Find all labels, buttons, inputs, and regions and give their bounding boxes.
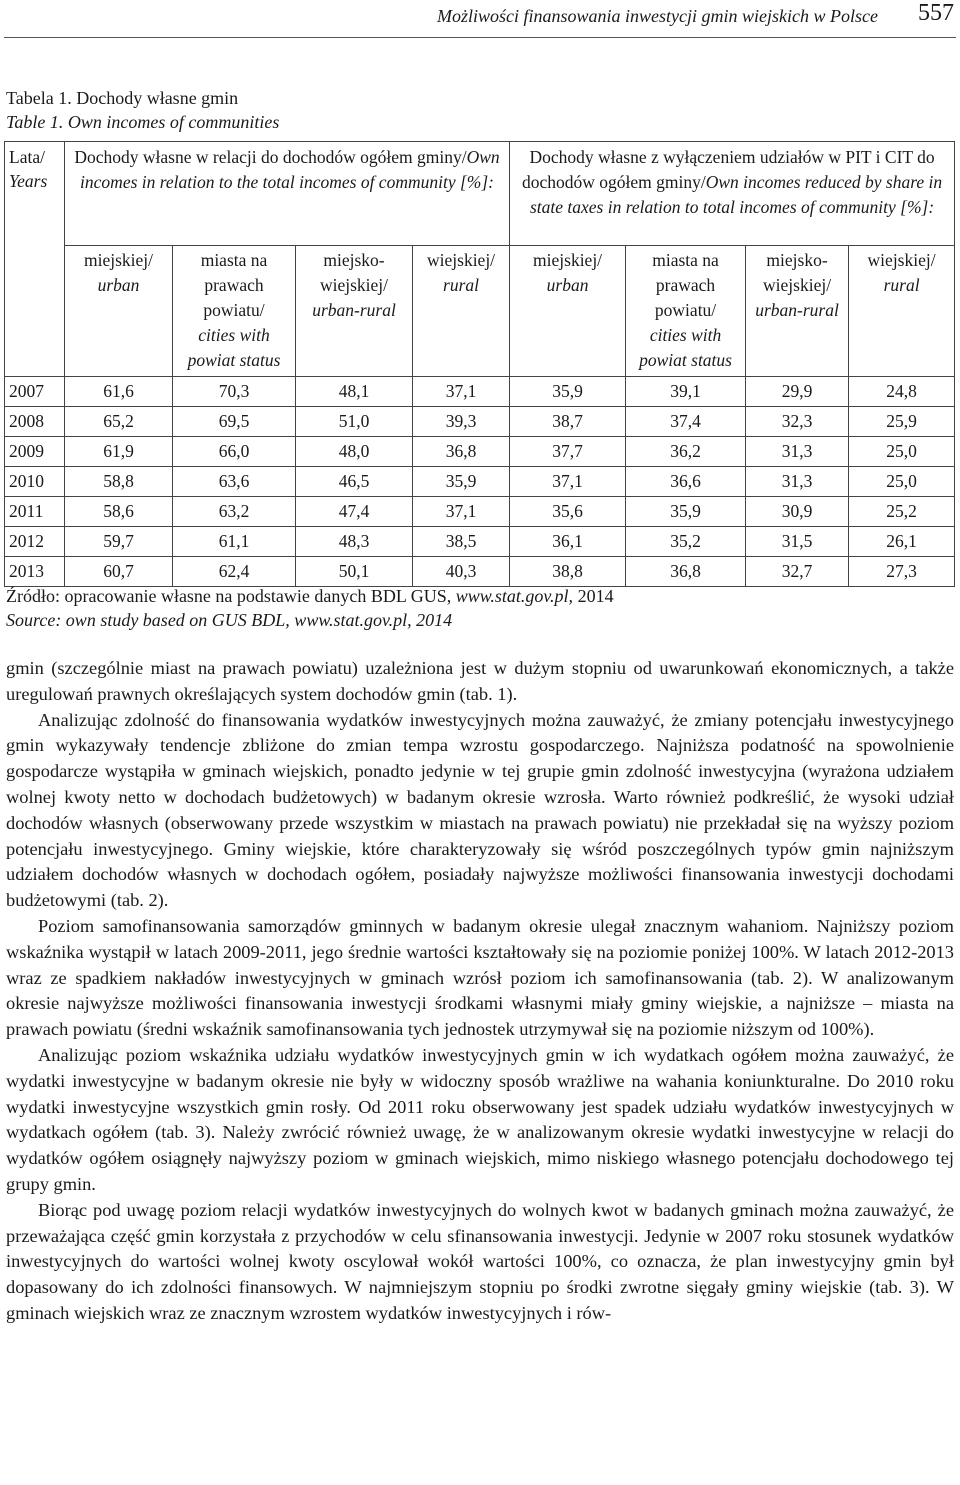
value-cell: 31,3 (746, 467, 849, 497)
value-cell: 37,1 (510, 467, 626, 497)
value-cell: 32,3 (746, 407, 849, 437)
year-cell: 2012 (5, 527, 65, 557)
table-row (5, 497, 955, 527)
body-paragraph: gmin (szczególnie miast na prawach powiatu) uzależniona jest w dużym stopniu od uwarunkowań ekonomicznych, a także uregulowań prawnych określających system dochodów gmin (tab. 1). (6, 658, 954, 704)
value-cell: 65,2 (65, 407, 173, 437)
value-cell: 31,3 (746, 437, 849, 467)
subcolumn-label-en: urban-rural (755, 300, 839, 320)
value-cell: 39,1 (626, 377, 746, 407)
subcolumn-header (413, 246, 510, 377)
value-cell: 69,5 (173, 407, 296, 437)
subcolumn-label-pl: wiejskiej/ (427, 250, 496, 270)
body-paragraph: Biorąc pod uwagę poziom relacji wydatków inwestycyjnych do wolnych kwot w badanych gminach można zauważyć, że przeważająca część gmin korzystała z przychodów w celu sfinansowania inwestycji. Jedynie w 2007 roku stosunek wydatków inwestycyjnych do wartości wolnej kwoty oscylował wokół wartości 100%, co oznacza, że plan inwestycyjny gmin był dopasowany do ich zdolności finansowych. W najmniejszym stopniu po środki zwrotne sięgały gminy wiejskie (tab. 3). W gminach wiejskich wraz ze znacznym wzrostem wydatków inwestycyjnych i rów- (6, 1199, 954, 1323)
year-cell: 2008 (5, 407, 65, 437)
value-cell: 36,1 (510, 527, 626, 557)
subcolumn-label-pl: miejskiej/ (533, 250, 603, 270)
value-cell: 63,6 (173, 467, 296, 497)
value-cell: 58,6 (65, 497, 173, 527)
table-caption-en: Table 1. Own incomes of communities (6, 112, 280, 132)
value-cell: 35,9 (626, 497, 746, 527)
subcolumn-label-en: urban-rural (312, 300, 396, 320)
group1-label-pl: Dochody własne w relacji do dochodów ogółem gminy/ (74, 147, 467, 167)
year-cell: 2007 (5, 377, 65, 407)
own-incomes-table (4, 141, 955, 587)
table-caption-pl: Tabela 1. Dochody własne gmin (6, 88, 239, 108)
subcolumn-header (173, 246, 296, 377)
year-cell: 2010 (5, 467, 65, 497)
value-cell: 35,9 (510, 377, 626, 407)
value-cell: 48,0 (296, 437, 413, 467)
value-cell: 27,3 (849, 557, 955, 587)
value-cell: 40,3 (413, 557, 510, 587)
subcolumn-label-pl: miasta na prawach powiatu/ (652, 250, 719, 320)
value-cell: 37,1 (413, 497, 510, 527)
value-cell: 35,9 (413, 467, 510, 497)
subcolumn-label-pl: miejsko-wiejskiej/ (319, 250, 389, 295)
body-paragraph: Analizując poziom wskaźnika udziału wydatków inwestycyjnych gmin w ich wydatkach ogółem można zauważyć, że wydatki inwestycyjne w badanym okresie nie były w widoczny sposób wrażliwe na wahania koniunkturalne. Do 2010 roku wydatki inwestycyjne wszystkich gmin rosły. Od 2011 roku obserwowany jest spadek udziału wydatków inwestycyjnych w wydatkach ogółem (tab. 3). Należy zwrócić również uwagę, że w analizowanym okresie wydatki inwestycyjne w relacji do wydatków ogółem osiągnęły najwyższy poziom w gminach wiejskich, mimo niskiego własnego potencjału dochodowego tej grupy gmin. (6, 1044, 954, 1194)
subcolumn-header (746, 246, 849, 377)
value-cell: 60,7 (65, 557, 173, 587)
table-row (5, 557, 955, 587)
value-cell: 61,1 (173, 527, 296, 557)
value-cell: 32,7 (746, 557, 849, 587)
source-note-pl (6, 586, 614, 607)
value-cell: 39,3 (413, 407, 510, 437)
group2-label-en: Own incomes reduced by share in state taxes in relation to total incomes of community [%]: (529, 172, 943, 217)
table-row (5, 377, 955, 407)
source-pl-prefix: Źródło: opracowanie własne na podstawie danych BDL GUS, (6, 586, 456, 606)
source-pl-url: www.stat.gov.pl, (455, 586, 574, 606)
subcolumn-header (849, 246, 955, 377)
value-cell: 29,9 (746, 377, 849, 407)
value-cell: 48,1 (296, 377, 413, 407)
value-cell: 63,2 (173, 497, 296, 527)
source-note-en: Source: own study based on GUS BDL, www.stat.gov.pl, 2014 (6, 610, 453, 630)
group-header-own-incomes (65, 142, 510, 246)
value-cell: 48,3 (296, 527, 413, 557)
value-cell: 36,2 (626, 437, 746, 467)
value-cell: 25,0 (849, 467, 955, 497)
value-cell: 46,5 (296, 467, 413, 497)
value-cell: 36,6 (626, 467, 746, 497)
header-rule (4, 37, 956, 38)
value-cell: 35,6 (510, 497, 626, 527)
value-cell: 50,1 (296, 557, 413, 587)
value-cell: 38,8 (510, 557, 626, 587)
value-cell: 26,1 (849, 527, 955, 557)
subcolumn-header (65, 246, 173, 377)
value-cell: 61,6 (65, 377, 173, 407)
value-cell: 61,9 (65, 437, 173, 467)
subcolumn-header (510, 246, 626, 377)
group-header-reduced-incomes (510, 142, 955, 246)
value-cell: 36,8 (626, 557, 746, 587)
table-row (5, 527, 955, 557)
subcolumn-label-en: rural (883, 275, 920, 295)
value-cell: 35,2 (626, 527, 746, 557)
value-cell: 25,9 (849, 407, 955, 437)
value-cell: 58,8 (65, 467, 173, 497)
value-cell: 47,4 (296, 497, 413, 527)
subcolumn-label-pl: wiejskiej/ (867, 250, 936, 270)
subcolumn-label-en: cities with powiat status (187, 325, 281, 370)
page-number: 557 (918, 0, 954, 26)
value-cell: 31,5 (746, 527, 849, 557)
year-header (5, 142, 65, 377)
year-cell: 2013 (5, 557, 65, 587)
body-text (6, 656, 954, 1327)
value-cell: 38,7 (510, 407, 626, 437)
body-paragraph: Analizując zdolność do finansowania wydatków inwestycyjnych można zauważyć, że zmiany potencjału inwestycyjnego gmin wykazywały tendencje zbliżone do zmian tempa wzrostu gospodarczego. Najniższa podatność na spowolnienie gospodarcze wystąpiła w gminach wiejskich, ponadto jedynie w tej grupie gmin zdolność inwestycyjna (wyrażona udziałem wolnej kwoty netto w dochodach budżetowych) w badanym okresie wzrosła. Warto również podkreślić, że wysoki udział dochodów własnych (obserwowany przede wszystkim w miastach na prawach powiatu) nie przekładał się na wyższy poziom potencjału inwestycyjnego. Gminy wiejskie, które charakteryzowały się wśród poszczególnych typów gmin najniższym udziałem dochodów własnych w dochodach ogółem, posiadały najwyższe możliwości finansowania inwestycji dochodami budżetowymi (tab. 2). (6, 709, 954, 911)
value-cell: 38,5 (413, 527, 510, 557)
year-header-en: Years (9, 171, 48, 191)
subcolumn-label-en: urban (97, 275, 140, 295)
value-cell: 37,4 (626, 407, 746, 437)
subcolumn-label-en: rural (443, 275, 480, 295)
body-paragraph: Poziom samofinansowania samorządów gminnych w badanym okresie ulegał znacznym wahaniom. Najniższy poziom wskaźnika wystąpił w latach 2009-2011, jego średnie wartości kształtowały się na poziomie poniżej 100%. W latach 2012-2013 wraz ze spadkiem nakładów inwestycyjnych w gminach wzrósł poziom ich samofinansowania (tab. 2). W analizowanym okresie najwyższe możliwości finansowania inwestycji środkami własnymi miały gminy wiejskie, a najniższe – miasta na prawach powiatu (średni wskaźnik samofinansowania tych jednostek utrzymywał się na poziomie niższym od 100%). (6, 915, 954, 1040)
value-cell: 66,0 (173, 437, 296, 467)
subcolumn-label-pl: miejsko-wiejskiej/ (763, 250, 832, 295)
table-row (5, 407, 955, 437)
subcolumn-label-en: urban (546, 275, 589, 295)
value-cell: 70,3 (173, 377, 296, 407)
value-cell: 37,7 (510, 437, 626, 467)
running-head-title: Możliwości finansowania inwestycji gmin wiejskich w Polsce (437, 6, 878, 26)
value-cell: 37,1 (413, 377, 510, 407)
running-head (0, 0, 960, 32)
year-header-pl: Lata/ (9, 147, 45, 167)
source-pl-year: 2014 (573, 586, 614, 606)
year-cell: 2011 (5, 497, 65, 527)
group2-label-pl: Dochody własne z wyłączeniem udziałów w PIT i CIT do dochodów ogółem gminy/ (522, 147, 935, 192)
subcolumn-header (296, 246, 413, 377)
subcolumn-header (626, 246, 746, 377)
value-cell: 51,0 (296, 407, 413, 437)
value-cell: 59,7 (65, 527, 173, 557)
year-cell: 2009 (5, 437, 65, 467)
group1-label-en: Own incomes in relation to the total incomes of community [%]: (80, 147, 500, 192)
table-row (5, 437, 955, 467)
table-row (5, 467, 955, 497)
value-cell: 62,4 (173, 557, 296, 587)
subcolumn-label-pl: miasta na prawach powiatu/ (200, 250, 268, 320)
subcolumn-label-en: cities with powiat status (639, 325, 732, 370)
value-cell: 25,0 (849, 437, 955, 467)
subcolumn-label-pl: miejskiej/ (83, 250, 154, 270)
value-cell: 36,8 (413, 437, 510, 467)
value-cell: 25,2 (849, 497, 955, 527)
value-cell: 24,8 (849, 377, 955, 407)
value-cell: 30,9 (746, 497, 849, 527)
